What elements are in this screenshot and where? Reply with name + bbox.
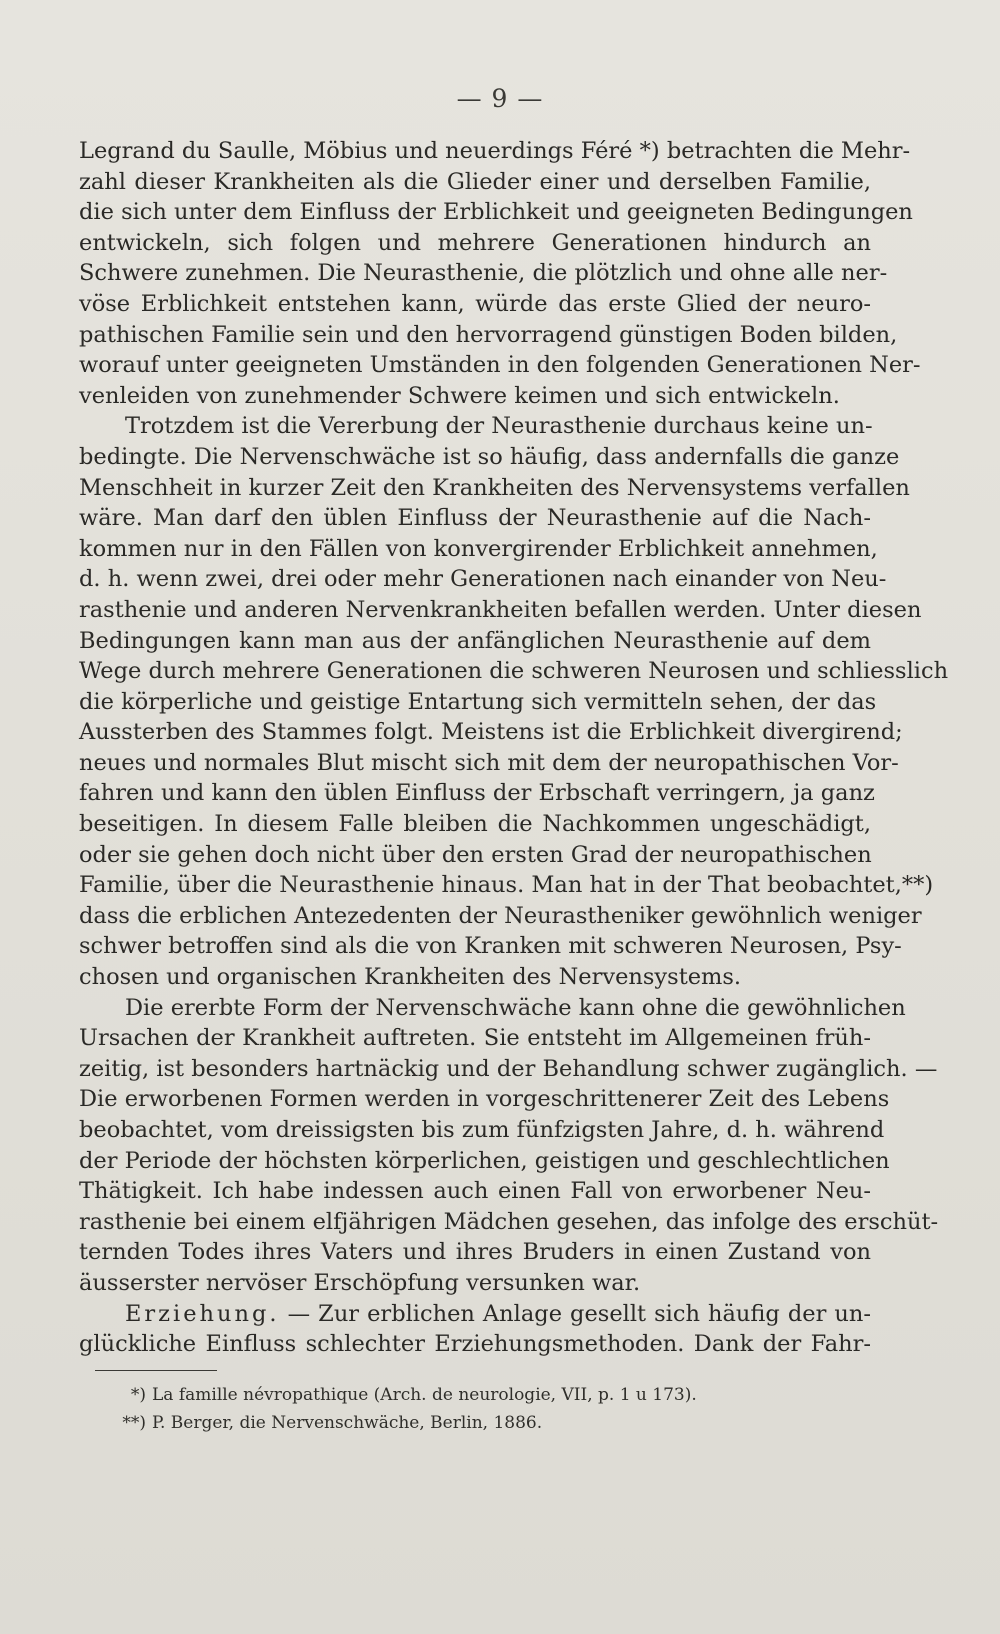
text-line: Trotzdem ist die Vererbung der Neurasthenie durchaus keine un-: [125, 413, 873, 440]
text-line: Familie, über die Neurasthenie hinaus. Man hat in der That beobachtet,**): [79, 872, 934, 899]
paragraph-4: [79, 1299, 871, 1360]
text-line: zeitig, ist besonders hartnäckig und der Behandlung schwer zugänglich. —: [79, 1055, 938, 1082]
text-line: rasthenie bei einem elfjährigen Mädchen gesehen, das infolge des erschüt-: [79, 1208, 939, 1235]
text-line: venleiden von zunehmender Schwere keimen und sich entwickeln.: [79, 382, 840, 409]
page-number: — 9 —: [456, 84, 544, 113]
text-line: bedingte. Die Nervenschwäche ist so häufig, dass andernfalls die ganze: [79, 443, 900, 470]
text-line: äusserster nervöser Erschöpfung versunken war.: [79, 1269, 641, 1296]
text-line: ternden Todes ihres Vaters und ihres Bruders in einen Zustand von: [79, 1239, 871, 1266]
text-line: Wege durch mehrere Generationen die schweren Neurosen und schliesslich: [79, 658, 949, 685]
text-line: der Periode der höchsten körperlichen, geistigen und geschlechtlichen: [79, 1147, 890, 1174]
text-line: fahren und kann den üblen Einfluss der Erbschaft verringern, ja ganz: [79, 780, 875, 807]
text-line: Die erworbenen Formen werden in vorgeschrittenerer Zeit des Lebens: [79, 1086, 890, 1113]
text-line: dass die erblichen Antezedenten der Neurastheniker gewöhnlich weniger: [79, 902, 922, 929]
text-line: Bedingungen kann man aus der anfänglichen Neurasthenie auf dem: [79, 627, 871, 654]
text-line: chosen und organischen Krankheiten des Nervensystems.: [79, 964, 742, 991]
text-line: glückliche Einfluss schlechter Erziehungsmethoden. Dank der Fahr-: [79, 1331, 871, 1358]
text-line: kommen nur in den Fällen von konvergirender Erblichkeit annehmen,: [79, 535, 878, 562]
text-line: [79, 1299, 871, 1330]
footnote-1: [108, 1381, 808, 1409]
text-line: Menschheit in kurzer Zeit den Krankheiten des Nervensystems verfallen: [79, 474, 910, 501]
paragraph-1: [79, 136, 921, 411]
text-line: Schwere zunehmen. Die Neurasthenie, die plötzlich und ohne alle ner-: [79, 260, 888, 287]
paragraph-2: [79, 411, 949, 992]
body-text: [79, 136, 949, 1360]
text-line: Die ererbte Form der Nervenschwäche kann ohne die gewöhnlichen: [125, 994, 906, 1021]
text-line: entwickeln, sich folgen und mehrere Generationen hindurch an: [79, 229, 871, 256]
paragraph-3: [79, 993, 939, 1299]
text-line: schwer betroffen sind als die von Kranken mit schweren Neurosen, Psy-: [79, 933, 902, 960]
footnote-text: La famille névropathique (Arch. de neurologie, VII, p. 1 u 173).: [152, 1385, 697, 1405]
text-fragment: — Zur erblichen Anlage gesellt sich häufig der un-: [279, 1300, 871, 1327]
footnotes: [108, 1381, 808, 1437]
footnote-text: P. Berger, die Nervenschwäche, Berlin, 1886.: [152, 1413, 543, 1433]
text-line: neues und normales Blut mischt sich mit dem der neuropathischen Vor-: [79, 749, 899, 776]
section-lead-erziehung: Erziehung.: [125, 1300, 280, 1327]
text-line: die körperliche und geistige Entartung sich vermitteln sehen, der das: [79, 688, 877, 715]
footnote-2: [108, 1409, 808, 1437]
text-line: die sich unter dem Einfluss der Erblichkeit und geeigneten Bedingungen: [79, 199, 913, 226]
text-line: beobachtet, vom dreissigsten bis zum fünfzigsten Jahre, d. h. während: [79, 1117, 885, 1143]
text-line: worauf unter geeigneten Umständen in den folgenden Generationen Ner-: [79, 352, 921, 379]
text-line: vöse Erblichkeit entstehen kann, würde das erste Glied der neuro-: [79, 290, 871, 317]
text-line: d. h. wenn zwei, drei oder mehr Generationen nach einander von Neu-: [79, 566, 887, 593]
text-line: zahl dieser Krankheiten als die Glieder einer und derselben Familie,: [79, 168, 871, 195]
text-line: Thätigkeit. Ich habe indessen auch einen Fall von erworbener Neu-: [79, 1178, 871, 1205]
text-line: Ursachen der Krankheit auftreten. Sie entsteht im Allgemeinen früh-: [79, 1025, 871, 1052]
text-line: oder sie gehen doch nicht über den ersten Grad der neuropathischen: [79, 841, 872, 868]
text-line: beseitigen. In diesem Falle bleiben die Nachkommen ungeschädigt,: [79, 811, 871, 838]
text-line: Legrand du Saulle, Möbius und neuerdings Féré *) betrachten die Mehr-: [79, 138, 911, 164]
text-line: pathischen Familie sein und den hervorragend günstigen Boden bilden,: [79, 321, 898, 348]
text-line: Aussterben des Stammes folgt. Meistens ist die Erblichkeit divergirend;: [79, 719, 903, 746]
footnote-rule: [95, 1370, 217, 1371]
text-line: rasthenie und anderen Nervenkrankheiten befallen werden. Unter diesen: [79, 596, 922, 623]
footnote-marker: **): [122, 1413, 146, 1433]
text-line: wäre. Man darf den üblen Einfluss der Neurasthenie auf die Nach-: [79, 505, 871, 532]
footnote-marker: *): [130, 1385, 146, 1405]
